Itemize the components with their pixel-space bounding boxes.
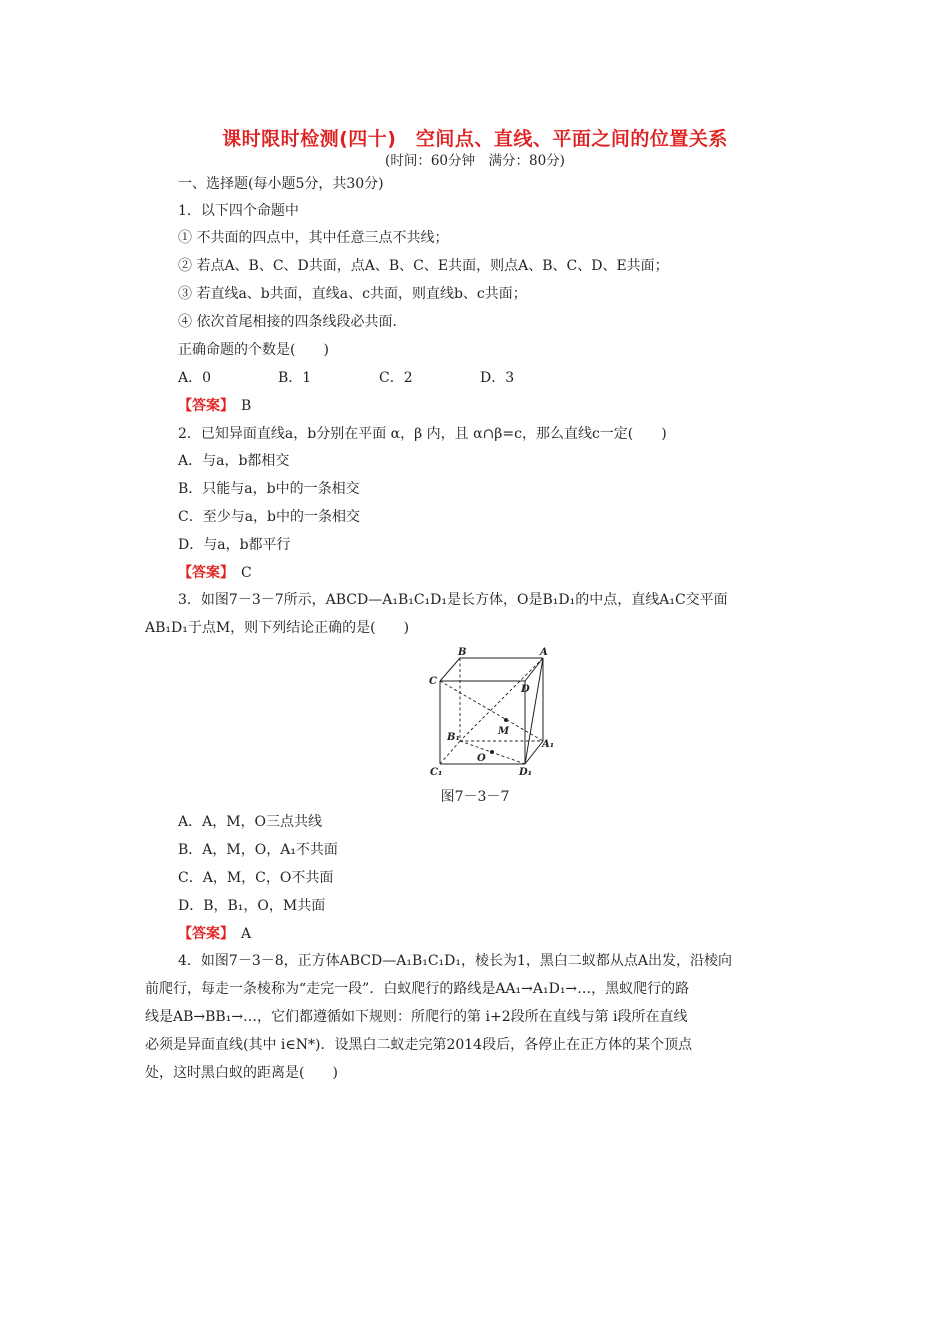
- q3-option-c: C．A，M，C，O不共面: [178, 870, 334, 886]
- q1-option-d: D．3: [480, 370, 515, 386]
- label-c: C: [429, 676, 437, 687]
- q1-proposition-4: ④ 依次首尾相接的四条线段必共面．: [178, 314, 407, 330]
- q1-option-a: A．0: [178, 370, 212, 386]
- q2-option-a: A．与a，b都相交: [178, 453, 290, 469]
- point-o: [490, 750, 494, 754]
- q1-option-b: B．1: [278, 370, 312, 386]
- q1-proposition-3: ③ 若直线a、b共面，直线a、c共面，则直线b、c共面；: [178, 286, 527, 302]
- label-d1: D₁: [519, 767, 533, 776]
- answer-tag: 【答案】: [178, 565, 227, 581]
- answer-tag: 【答案】: [178, 926, 227, 942]
- q4-line2: 前爬行，每走一条棱称为“走完一段”．白蚁爬行的路线是AA₁→A₁D₁→…，黑蚁爬行的路: [145, 981, 690, 997]
- edge-d-a: [525, 658, 543, 681]
- q3-stem-line2: AB₁D₁于点M，则下列结论正确的是( ): [145, 620, 410, 636]
- page-title: 课时限时检测(四十) 空间点、直线、平面之间的位置关系: [222, 128, 728, 150]
- label-d: D: [521, 684, 530, 695]
- q1-proposition-1: ① 不共面的四点中，其中任意三点不共线；: [178, 230, 449, 246]
- q3-option-d: D．B，B₁，O，M共面: [178, 898, 326, 914]
- answer-value: B: [241, 398, 252, 414]
- label-c1: C₁: [430, 767, 443, 776]
- answer-value: A: [241, 926, 252, 942]
- q1-answer: [178, 397, 251, 415]
- q4-line1: 4．如图7－3－8，正方体ABCD—A₁B₁C₁D₁，棱长为1，黑白二蚁都从点A出发，沿棱向: [178, 953, 733, 969]
- label-b1: B₁: [447, 732, 460, 743]
- q3-option-b: B．A，M，O，A₁不共面: [178, 842, 338, 858]
- q3-stem-line1: 3．如图7－3－7所示，ABCD—A₁B₁C₁D₁是长方体，O是B₁D₁的中点，直线A₁C交平面: [178, 592, 728, 608]
- q3-figure-caption: 图7－3－7: [440, 789, 510, 805]
- q1-option-c: C．2: [379, 370, 413, 386]
- answer-tag: 【答案】: [178, 398, 227, 414]
- label-b: B: [458, 647, 467, 658]
- q1-ask: 正确命题的个数是( ): [178, 342, 329, 358]
- edge-c-b: [440, 658, 460, 681]
- q1-options: [178, 369, 514, 387]
- q2-option-d: D．与a，b都平行: [178, 537, 291, 553]
- q3-figure-cuboid: [425, 646, 565, 776]
- q3-answer: [178, 925, 251, 943]
- q4-line4: 必须是异面直线(其中 i∈N*)．设黑白二蚁走完第2014段后，各停止在正方体的某个顶点: [145, 1037, 693, 1053]
- edge-c1-b1: [440, 741, 460, 764]
- page-subtitle: (时间：60分钟 满分：80分): [385, 153, 565, 169]
- q4-line5: 处，这时黑白蚁的距离是( ): [145, 1065, 338, 1081]
- q2-stem: 2．已知异面直线a，b分别在平面 α，β 内，且 α∩β=c，那么直线c一定( ): [178, 426, 667, 442]
- answer-value: C: [241, 565, 252, 581]
- label-m: M: [498, 726, 510, 737]
- q2-answer: [178, 564, 252, 582]
- q2-option-c: C．至少与a，b中的一条相交: [178, 509, 361, 525]
- section-heading: 一、选择题(每小题5分，共30分): [178, 176, 384, 192]
- q1-stem: 1．以下四个命题中: [178, 203, 299, 219]
- label-o: O: [477, 753, 486, 764]
- edge-d1-a1: [525, 741, 543, 764]
- q4-line3: 线是AB→BB₁→…，它们都遵循如下规则：所爬行的第 i+2段所在直线与第 i段所在直线: [145, 1009, 688, 1025]
- label-a1: A₁: [542, 739, 555, 750]
- point-m: [504, 718, 508, 722]
- q2-option-b: B．只能与a，b中的一条相交: [178, 481, 360, 497]
- label-a: A: [540, 647, 548, 658]
- q1-proposition-2: ② 若点A、B、C、D共面，点A、B、C、E共面，则点A、B、C、D、E共面；: [178, 258, 669, 274]
- q3-option-a: A．A，M，O三点共线: [178, 814, 323, 830]
